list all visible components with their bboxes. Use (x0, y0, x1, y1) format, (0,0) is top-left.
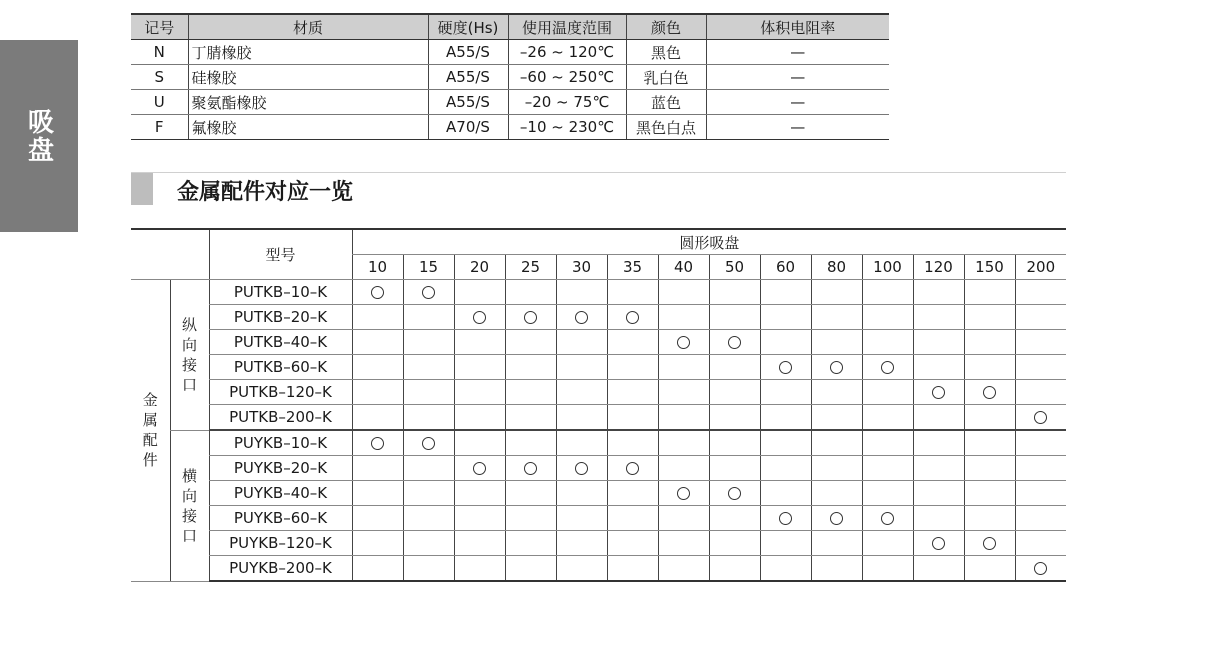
compat-cell (709, 556, 760, 582)
table-row (131, 506, 1066, 531)
compat-cell (709, 305, 760, 330)
table-row (131, 330, 1066, 355)
header-size-30: 30 (556, 255, 607, 280)
compat-cell (913, 280, 964, 305)
header-size-10: 10 (352, 255, 403, 280)
compat-cell (1015, 305, 1066, 330)
compat-cell (760, 380, 811, 405)
compat-cell (403, 330, 454, 355)
compat-cell (811, 481, 862, 506)
compat-cell (403, 456, 454, 481)
cell-temperature: –10 ~ 230℃ (508, 115, 626, 140)
circle-mark-icon (422, 437, 435, 450)
model-cell: PUYKB–60–K (209, 506, 352, 531)
compat-cell (862, 556, 913, 582)
compat-cell (964, 355, 1015, 380)
compat-cell (607, 556, 658, 582)
cell-material: 丁腈橡胶 (188, 40, 428, 65)
compat-cell (454, 405, 505, 431)
compat-cell (556, 280, 607, 305)
compat-cell (811, 556, 862, 582)
compat-cell (913, 456, 964, 481)
compat-cell (403, 305, 454, 330)
compat-cell (709, 355, 760, 380)
compat-cell (1015, 430, 1066, 456)
compat-cell (964, 280, 1015, 305)
circle-mark-icon (575, 462, 588, 475)
model-cell: PUYKB–40–K (209, 481, 352, 506)
cell-color: 蓝色 (626, 90, 706, 115)
header-size-80: 80 (811, 255, 862, 280)
compat-cell (658, 355, 709, 380)
compat-cell (709, 330, 760, 355)
compat-cell (352, 531, 403, 556)
model-cell: PUYKB–20–K (209, 456, 352, 481)
side-tab-label: 吸盘 (23, 108, 54, 164)
table-row (131, 405, 1066, 431)
compat-cell (1015, 481, 1066, 506)
compat-cell (658, 531, 709, 556)
compat-cell (454, 330, 505, 355)
compat-cell (658, 456, 709, 481)
compat-cell (607, 506, 658, 531)
section-header (131, 172, 1066, 206)
cell-resistivity: — (706, 65, 889, 90)
compat-cell (709, 380, 760, 405)
compat-cell (760, 556, 811, 582)
compat-cell (505, 556, 556, 582)
model-cell: PUTKB–120–K (209, 380, 352, 405)
compat-cell (811, 506, 862, 531)
section-rule (131, 172, 1066, 173)
compat-cell (658, 556, 709, 582)
compat-cell (913, 430, 964, 456)
table-row (131, 280, 1066, 305)
compat-cell (1015, 556, 1066, 582)
compat-cell (913, 556, 964, 582)
compat-cell (556, 405, 607, 431)
compat-cell (913, 531, 964, 556)
compat-cell (607, 430, 658, 456)
compat-cell (709, 456, 760, 481)
cell-resistivity: — (706, 115, 889, 140)
circle-mark-icon (677, 487, 690, 500)
model-cell: PUYKB–200–K (209, 556, 352, 582)
compat-cell (352, 355, 403, 380)
compat-cell (658, 280, 709, 305)
circle-mark-icon (422, 286, 435, 299)
cell-color: 黑色白点 (626, 115, 706, 140)
cell-temperature: –20 ~ 75℃ (508, 90, 626, 115)
model-cell: PUTKB–10–K (209, 280, 352, 305)
header-size-50: 50 (709, 255, 760, 280)
model-cell: PUTKB–20–K (209, 305, 352, 330)
table-row (131, 556, 1066, 582)
compat-cell (760, 456, 811, 481)
table-row (131, 380, 1066, 405)
compat-cell (403, 380, 454, 405)
compat-cell (607, 380, 658, 405)
cell-color: 黑色 (626, 40, 706, 65)
compat-cell (658, 405, 709, 431)
compat-cell (913, 380, 964, 405)
fittings-table (131, 228, 1066, 582)
circle-mark-icon (779, 361, 792, 374)
circle-mark-icon (473, 462, 486, 475)
cell-code: S (131, 65, 188, 90)
compat-cell (454, 506, 505, 531)
header-blank (131, 229, 209, 280)
compat-cell (556, 506, 607, 531)
header-size-200: 200 (1015, 255, 1066, 280)
compat-cell (964, 330, 1015, 355)
cell-code: F (131, 115, 188, 140)
compat-cell (352, 405, 403, 431)
compat-cell (811, 531, 862, 556)
material-row (131, 90, 889, 115)
fittings-header-row-1 (131, 229, 1066, 255)
header-resistivity: 体积电阻率 (706, 14, 889, 40)
header-size-60: 60 (760, 255, 811, 280)
model-cell: PUTKB–200–K (209, 405, 352, 431)
compat-cell (658, 506, 709, 531)
compat-cell (658, 330, 709, 355)
compat-cell (964, 531, 1015, 556)
compat-cell (556, 355, 607, 380)
model-cell: PUYKB–120–K (209, 531, 352, 556)
circle-mark-icon (728, 487, 741, 500)
compat-cell (862, 405, 913, 431)
compat-cell (964, 456, 1015, 481)
compat-cell (403, 556, 454, 582)
compat-cell (760, 481, 811, 506)
compat-cell (352, 481, 403, 506)
category-text: 金属配件 (142, 391, 158, 470)
compat-cell (658, 481, 709, 506)
compat-cell (964, 305, 1015, 330)
compat-cell (964, 481, 1015, 506)
compat-cell (811, 456, 862, 481)
material-table (131, 13, 889, 140)
compat-cell (862, 506, 913, 531)
circle-mark-icon (524, 311, 537, 324)
compat-cell (964, 380, 1015, 405)
compat-cell (913, 355, 964, 380)
compat-cell (403, 430, 454, 456)
compat-cell (607, 405, 658, 431)
compat-cell (556, 556, 607, 582)
compat-cell (964, 556, 1015, 582)
material-row (131, 40, 889, 65)
compat-cell (454, 430, 505, 456)
compat-cell (403, 531, 454, 556)
circle-mark-icon (881, 361, 894, 374)
compat-cell (505, 506, 556, 531)
compat-cell (1015, 355, 1066, 380)
compat-cell (709, 531, 760, 556)
compat-cell (811, 380, 862, 405)
circle-mark-icon (881, 512, 894, 525)
circle-mark-icon (626, 311, 639, 324)
cell-material: 聚氨酯橡胶 (188, 90, 428, 115)
group-text: 纵向接口 (181, 315, 197, 394)
compat-cell (454, 305, 505, 330)
cell-hardness: A70/S (428, 115, 508, 140)
compat-cell (709, 280, 760, 305)
cell-hardness: A55/S (428, 90, 508, 115)
compat-cell (556, 481, 607, 506)
header-size-20: 20 (454, 255, 505, 280)
compat-cell (352, 506, 403, 531)
compat-cell (862, 355, 913, 380)
header-material: 材质 (188, 14, 428, 40)
compat-cell (862, 531, 913, 556)
circle-mark-icon (728, 336, 741, 349)
circle-mark-icon (830, 512, 843, 525)
compat-cell (760, 355, 811, 380)
compat-cell (811, 305, 862, 330)
cell-hardness: A55/S (428, 65, 508, 90)
compat-cell (811, 430, 862, 456)
header-size-100: 100 (862, 255, 913, 280)
circle-mark-icon (983, 386, 996, 399)
compat-cell (607, 280, 658, 305)
header-size-120: 120 (913, 255, 964, 280)
compat-cell (913, 481, 964, 506)
circle-mark-icon (830, 361, 843, 374)
group-label (170, 280, 209, 431)
compat-cell (454, 481, 505, 506)
compat-cell (1015, 280, 1066, 305)
compat-cell (709, 481, 760, 506)
cell-resistivity: — (706, 90, 889, 115)
compat-cell (709, 405, 760, 431)
group-label (170, 430, 209, 581)
cell-temperature: –26 ~ 120℃ (508, 40, 626, 65)
compat-cell (403, 280, 454, 305)
category-label (131, 280, 170, 582)
circle-mark-icon (677, 336, 690, 349)
compat-cell (862, 430, 913, 456)
compat-cell (556, 430, 607, 456)
compat-cell (964, 506, 1015, 531)
compat-cell (658, 380, 709, 405)
compat-cell (1015, 531, 1066, 556)
compat-cell (709, 430, 760, 456)
header-color: 颜色 (626, 14, 706, 40)
header-size-15: 15 (403, 255, 454, 280)
cell-resistivity: — (706, 40, 889, 65)
compat-cell (964, 405, 1015, 431)
compat-cell (352, 280, 403, 305)
compat-cell (913, 330, 964, 355)
compat-cell (556, 531, 607, 556)
circle-mark-icon (524, 462, 537, 475)
compat-cell (403, 506, 454, 531)
model-cell: PUYKB–10–K (209, 430, 352, 456)
header-code: 记号 (131, 14, 188, 40)
compat-cell (352, 305, 403, 330)
compat-cell (505, 456, 556, 481)
compat-cell (862, 280, 913, 305)
side-tab[interactable] (0, 40, 78, 232)
header-size-40: 40 (658, 255, 709, 280)
table-row (131, 305, 1066, 330)
compat-cell (964, 430, 1015, 456)
compat-cell (556, 305, 607, 330)
material-header-row (131, 14, 889, 40)
header-size-150: 150 (964, 255, 1015, 280)
compat-cell (760, 506, 811, 531)
compat-cell (403, 405, 454, 431)
circle-mark-icon (1034, 562, 1047, 575)
compat-cell (913, 305, 964, 330)
cell-code: N (131, 40, 188, 65)
compat-cell (454, 556, 505, 582)
circle-mark-icon (1034, 411, 1047, 424)
header-round-cup: 圆形吸盘 (352, 229, 1066, 255)
circle-mark-icon (983, 537, 996, 550)
circle-mark-icon (932, 537, 945, 550)
compat-cell (1015, 380, 1066, 405)
compat-cell (862, 481, 913, 506)
circle-mark-icon (371, 286, 384, 299)
compat-cell (658, 430, 709, 456)
compat-cell (352, 456, 403, 481)
compat-cell (913, 506, 964, 531)
compat-cell (403, 481, 454, 506)
compat-cell (505, 280, 556, 305)
compat-cell (454, 280, 505, 305)
table-row (131, 430, 1066, 456)
compat-cell (760, 430, 811, 456)
compat-cell (403, 355, 454, 380)
table-row (131, 531, 1066, 556)
compat-cell (352, 330, 403, 355)
compat-cell (811, 280, 862, 305)
compat-cell (760, 531, 811, 556)
circle-mark-icon (575, 311, 588, 324)
compat-cell (505, 531, 556, 556)
compat-cell (505, 430, 556, 456)
compat-cell (505, 380, 556, 405)
compat-cell (1015, 405, 1066, 431)
cell-hardness: A55/S (428, 40, 508, 65)
material-row (131, 65, 889, 90)
compat-cell (505, 330, 556, 355)
compat-cell (607, 305, 658, 330)
compat-cell (454, 456, 505, 481)
circle-mark-icon (779, 512, 792, 525)
compat-cell (658, 305, 709, 330)
compat-cell (454, 355, 505, 380)
compat-cell (505, 305, 556, 330)
compat-cell (862, 330, 913, 355)
circle-mark-icon (626, 462, 639, 475)
compat-cell (760, 305, 811, 330)
cell-code: U (131, 90, 188, 115)
cell-material: 硅橡胶 (188, 65, 428, 90)
compat-cell (352, 556, 403, 582)
compat-cell (1015, 330, 1066, 355)
section-title: 金属配件对应一览 (177, 180, 354, 205)
compat-cell (454, 380, 505, 405)
header-size-35: 35 (607, 255, 658, 280)
cell-material: 氟橡胶 (188, 115, 428, 140)
compat-cell (607, 456, 658, 481)
material-row (131, 115, 889, 140)
compat-cell (556, 456, 607, 481)
compat-cell (607, 330, 658, 355)
cell-color: 乳白色 (626, 65, 706, 90)
circle-mark-icon (371, 437, 384, 450)
compat-cell (505, 481, 556, 506)
group-text: 横向接口 (181, 466, 197, 545)
table-row (131, 456, 1066, 481)
compat-cell (811, 330, 862, 355)
table-row (131, 355, 1066, 380)
section-marker (131, 173, 153, 205)
header-hardness: 硬度(Hs) (428, 14, 508, 40)
compat-cell (709, 506, 760, 531)
header-temperature: 使用温度范围 (508, 14, 626, 40)
compat-cell (505, 355, 556, 380)
table-row (131, 481, 1066, 506)
circle-mark-icon (932, 386, 945, 399)
header-size-25: 25 (505, 255, 556, 280)
circle-mark-icon (473, 311, 486, 324)
compat-cell (760, 405, 811, 431)
compat-cell (607, 355, 658, 380)
compat-cell (913, 405, 964, 431)
compat-cell (556, 380, 607, 405)
compat-cell (811, 405, 862, 431)
compat-cell (1015, 506, 1066, 531)
compat-cell (862, 456, 913, 481)
compat-cell (607, 481, 658, 506)
model-cell: PUTKB–60–K (209, 355, 352, 380)
compat-cell (352, 430, 403, 456)
model-cell: PUTKB–40–K (209, 330, 352, 355)
compat-cell (505, 405, 556, 431)
compat-cell (862, 305, 913, 330)
compat-cell (352, 380, 403, 405)
compat-cell (760, 330, 811, 355)
compat-cell (862, 380, 913, 405)
header-model: 型号 (209, 229, 352, 280)
compat-cell (607, 531, 658, 556)
compat-cell (556, 330, 607, 355)
compat-cell (760, 280, 811, 305)
cell-temperature: –60 ~ 250℃ (508, 65, 626, 90)
compat-cell (1015, 456, 1066, 481)
compat-cell (811, 355, 862, 380)
compat-cell (454, 531, 505, 556)
